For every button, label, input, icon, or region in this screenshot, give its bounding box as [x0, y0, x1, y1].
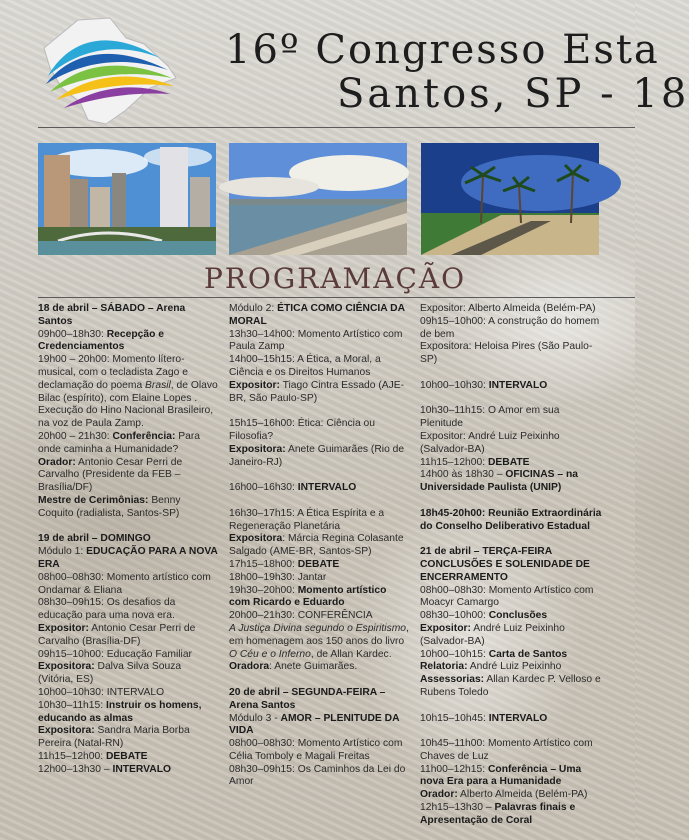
person: Anete Guimarães (Rio de Janeiro-RJ): [229, 443, 405, 468]
person: Allan Kardec P. Velloso e Rubens Toledo: [420, 674, 601, 698]
role-label: Relatoria:: [420, 661, 468, 673]
time: 10h30–11h15:: [38, 699, 104, 711]
section-title: PROGRAMAÇÃO: [204, 262, 467, 295]
person: André Luiz Peixinho: [467, 661, 562, 673]
event-text: 19h00 – 20h00: Momento lítero-musical, com o tecladista Zago e declamação do poema: [38, 354, 188, 391]
time: 19h30–20h00:: [229, 584, 295, 596]
role-label: Oradora: [229, 661, 270, 673]
person: Antonio Cesar Perri de Carvalho (Presidente da FEB – Brasília/DF): [38, 456, 183, 494]
congress-logo: [40, 18, 178, 126]
module-title: ÉTICA COMO CIÊNCIA DA MORAL: [229, 303, 405, 327]
schedule-item: 18h00–19h30: Jantar: [229, 571, 327, 583]
module-label: Módulo 3 -: [229, 712, 278, 724]
event: Conclusões: [488, 610, 548, 622]
time: 10h00–10h15:: [420, 648, 486, 660]
day-heading: 20 de abril – SEGUNDA-FEIRA – Arena Santos: [229, 686, 386, 711]
role-label: Orador:: [38, 456, 76, 468]
book-title: O Céu e o Inferno: [229, 648, 311, 660]
person: Sandra Maria Borba Pereira (Natal-RN): [38, 725, 190, 750]
time: 16h00–16h30:: [229, 482, 295, 494]
time: 20h00 – 21h30:: [38, 430, 110, 442]
event: Carta de Santos: [488, 648, 568, 660]
schedule-item: Expositor: Alberto Almeida (Belém-PA): [420, 303, 596, 314]
module-label: Módulo 1:: [38, 546, 84, 558]
time: 12h15–13h30 –: [420, 802, 492, 814]
role-label: Expositora:: [38, 725, 95, 737]
time: 11h15–12h00:: [38, 750, 104, 762]
schedule-item: 08h30–09h15: Os desafios da educação para uma nova era.: [38, 597, 176, 622]
person: Antonio Cesar Perri de Carvalho (Brasília-DF): [38, 622, 196, 647]
schedule-item: 15h15–16h00: Ética: Ciência ou Filosofia?: [229, 418, 375, 442]
time: 11h00–12h15:: [420, 763, 486, 775]
module-title: AMOR – PLENITUDE DA VIDA: [229, 712, 400, 737]
time: 10h00–10h30:: [420, 379, 486, 391]
module-label: Módulo 2:: [229, 303, 275, 314]
time: 11h15–12h00:: [420, 456, 486, 468]
schedule-item: 08h00–08h30: Momento artístico com Ondamar & Eliana: [38, 571, 211, 596]
person: Dalva Silva Souza (Vitória, ES): [38, 661, 182, 686]
schedule-item: 20h00–21h30: CONFERÊNCIA: [229, 610, 373, 622]
event: DEBATE: [297, 558, 340, 570]
day-heading: 18 de abril – SÁBADO – Arena Santos: [38, 303, 186, 327]
section-divider: [38, 297, 635, 298]
schedule-column-2: [229, 303, 409, 789]
lecture-title: A Justiça Divina segundo o Espiritismo: [229, 622, 407, 634]
role-label: Expositor:: [420, 622, 471, 634]
title-line-2: Santos, SP - 18: [337, 71, 689, 117]
schedule-column-1: [38, 303, 218, 776]
event: Palavras finais e Apresentação de Coral: [420, 802, 576, 826]
event: INTERVALO: [297, 482, 357, 494]
event: OFICINAS – na Universidade Paulista (UNIP): [420, 469, 578, 494]
person: : Márcia Regina Colasante Salgado (AME-BR, Santos-SP): [229, 533, 404, 558]
role-label: Expositora: [229, 533, 283, 545]
title-line-1: 16º Congresso Esta: [225, 27, 660, 73]
event: Conferência – Uma nova Era para a Humanidade: [420, 763, 582, 788]
event-text: , em homenagem aos 150 anos do livro: [229, 622, 409, 647]
person: André Luiz Peixinho (Salvador-BA): [420, 622, 565, 647]
schedule-item: 08h00–08h30: Momento Artístico com Célia Tomboly e Magali Freitas: [229, 738, 403, 762]
poem-title: Brasil: [145, 379, 171, 391]
day-heading: 19 de abril – DOMINGO: [38, 533, 151, 545]
event-text: , de Olavo Bilac (espírito), com Elaine Lopes . Execução do Hino Nacional Brasileiro, na voz de Paula Zamp.: [38, 379, 218, 430]
day-heading: 21 de abril – TERÇA-FEIRA CONCLUSÕES E SOLENIDADE DE ENCERRAMENTO: [420, 546, 590, 583]
role-label: Expositora:: [38, 661, 95, 673]
role-label: Expositor:: [38, 622, 89, 634]
person: : Anete Guimarães.: [269, 661, 358, 673]
event: Momento artístico com Ricardo e Eduardo: [229, 584, 387, 609]
person: Alberto Almeida (Belém-PA): [457, 789, 588, 801]
time: 10h15–10h45:: [420, 712, 486, 724]
photo-palm-garden: [421, 143, 599, 255]
time: 09h00–18h30:: [38, 328, 104, 340]
header-divider: [38, 127, 635, 128]
event: 18h45-20h00: Reunião Extraordinária do Conselho Deliberativo Estadual: [420, 507, 602, 532]
role-label: Expositora:: [229, 443, 286, 455]
role-label: Orador:: [420, 789, 458, 801]
event: DEBATE: [487, 456, 530, 468]
event: Recepção e Credenciamentos: [38, 328, 164, 353]
schedule-item: 14h00–15h15: A Ética, a Moral, a Ciência e os Direitos Humanos: [229, 354, 381, 378]
event: DEBATE: [105, 750, 148, 762]
schedule-item: 08h00–08h30: Momento Artístico com Moacyr Camargo: [420, 584, 594, 609]
event-text: , de Allan Kardec.: [310, 648, 392, 660]
time: 08h30–10h00:: [420, 610, 486, 622]
person: Benny Coquito (radialista, Santos-SP): [38, 494, 181, 519]
role-label: Expositor:: [229, 379, 280, 391]
congress-title: [225, 28, 689, 116]
schedule-item: Expositora: Heloisa Pires (São Paulo-SP): [420, 341, 593, 366]
schedule-item: Expositor: André Luiz Peixinho (Salvador-BA): [420, 430, 560, 455]
schedule-item: 10h45–11h00: Momento Artístico com Chaves de Luz: [420, 738, 593, 762]
time: 12h00–13h30 –: [38, 763, 110, 775]
role-label: Assessorias:: [420, 674, 485, 686]
time: 14h00 às 18h30 –: [420, 469, 503, 481]
event: INTERVALO: [488, 379, 548, 391]
module-title: EDUCAÇÃO PARA A NOVA ERA: [38, 546, 218, 570]
event: INTERVALO: [112, 763, 172, 775]
photo-city-skyline: [38, 143, 216, 255]
schedule-item: 08h30–09h15: Os Caminhos da Lei do Amor: [229, 763, 406, 788]
photo-beach-promenade: [229, 143, 407, 255]
event: Conferência:: [112, 430, 176, 442]
schedule-item: 16h30–17h15: A Ética Espírita e a Regeneração Planetária: [229, 507, 385, 532]
schedule-item: 09h15–10h00: Educação Familiar: [38, 648, 192, 660]
person: Tiago Cintra Essado (AJE-BR, São Paulo-SP): [229, 379, 405, 404]
schedule-item: 13h30–14h00: Momento Artístico com Paula Zamp: [229, 328, 403, 353]
role-label: Mestre de Cerimônias:: [38, 494, 149, 506]
schedule-column-3: [420, 303, 604, 828]
time: 17h15–18h00:: [229, 558, 295, 570]
event: Instruir os homens, educando as almas: [38, 699, 202, 724]
schedule-item: 10h00–10h30: INTERVALO: [38, 686, 165, 698]
schedule-item: 10h30–11h15: O Amor em sua Plenitude: [420, 405, 560, 430]
event-text: Para onde caminha a Humanidade?: [38, 430, 201, 455]
event: INTERVALO: [488, 712, 548, 724]
schedule-item: 09h15–10h00: A construção do homem de bem: [420, 315, 600, 340]
